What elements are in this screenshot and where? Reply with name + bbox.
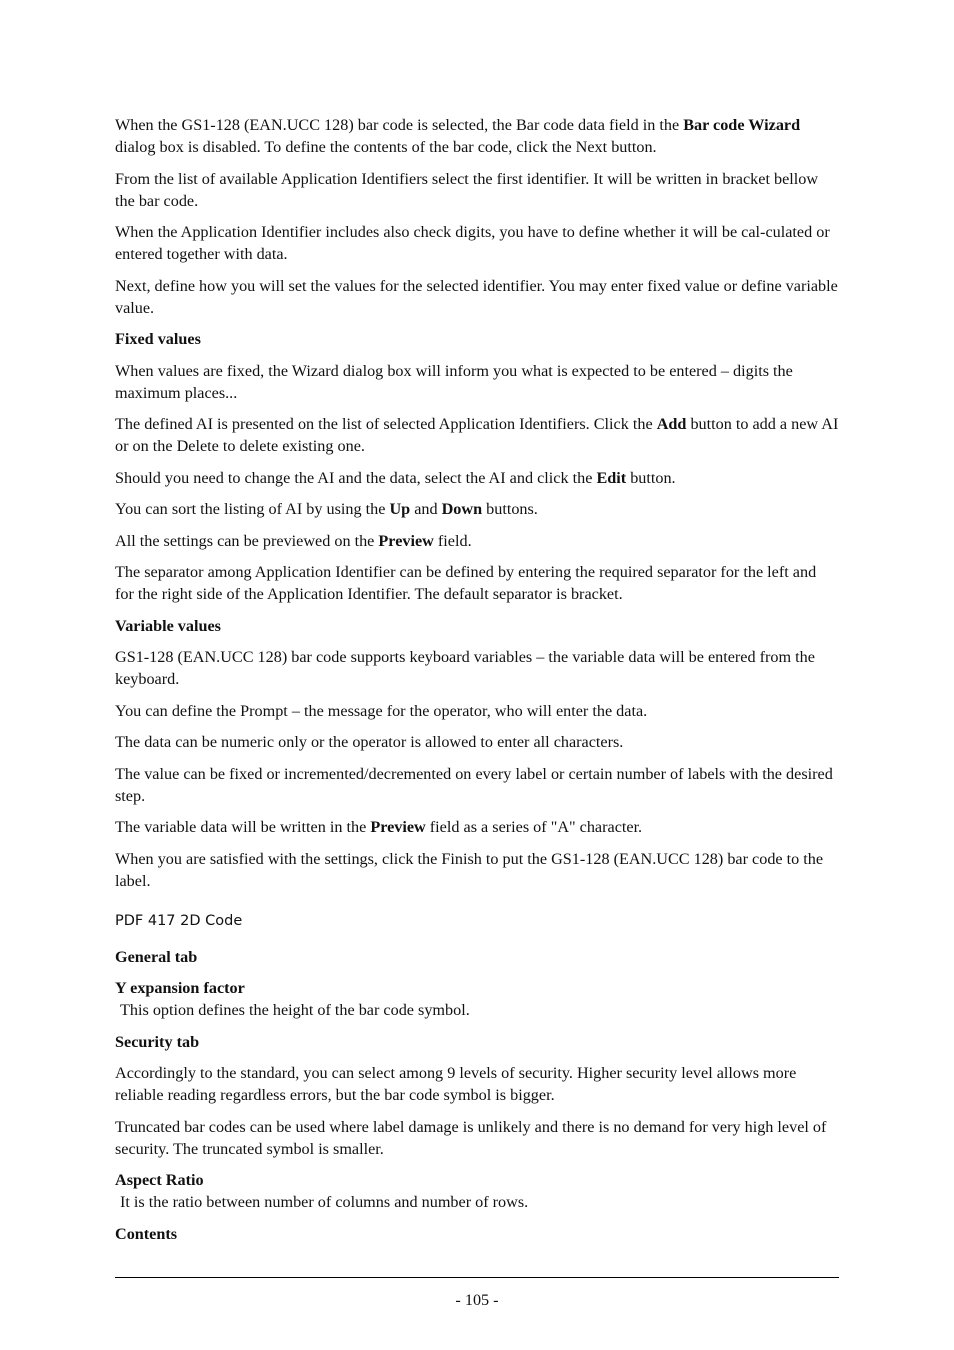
document-body	[115, 114, 839, 1254]
paragraph-separator: The separator among Application Identifier can be defined by entering the required separator for the left and for the right side of the Application Identifier. The default separator is bracket.	[115, 563, 817, 603]
paragraph-keyboard-variables: GS1-128 (EAN.UCC 128) bar code supports keyboard variables – the variable data will be entered from the keyboard.	[115, 648, 815, 688]
paragraph-fixed-values: When values are fixed, the Wizard dialog box will inform you what is expected to be entered – digits the maximum places...	[115, 361, 793, 402]
paragraph-prompt: You can define the Prompt – the message for the operator, who will enter the data.	[115, 701, 648, 720]
paragraph-define-values: Next, define how you will set the values for the selected identifier. You may enter fixed value or define variable value.	[115, 276, 838, 317]
paragraph-sort-ai: You can sort the listing of AI by using the Up and Down buttons.	[115, 500, 538, 518]
heading-y-expansion: Y expansion factor	[115, 979, 245, 997]
heading-variable-values: Variable values	[115, 616, 221, 635]
paragraph-increment: The value can be fixed or incremented/decremented on every label or certain number of labels with the desired step.	[115, 764, 833, 805]
paragraph-aspect-ratio: It is the ratio between number of columns and number of rows.	[120, 1193, 529, 1211]
paragraph-bar-code-wizard: When the GS1-128 (EAN.UCC 128) bar code is selected, the Bar code data field in the Bar code Wizard dialog box is disabled. To define the contents of the bar code, click the Next button.	[115, 116, 801, 156]
page-number: - 105 -	[455, 1291, 499, 1309]
paragraph-edit-ai: Should you need to change the AI and the data, select the AI and click the Edit button.	[115, 468, 676, 487]
heading-aspect-ratio: Aspect Ratio	[115, 1171, 204, 1189]
paragraph-add-ai: The defined AI is presented on the list of selected Application Identifiers. Click the Add button to add a new AI or on the Delete to delete existing one.	[115, 415, 839, 455]
heading-fixed-values: Fixed values	[115, 330, 201, 348]
paragraph-preview-series: The variable data will be written in the Preview field as a series of "A" character.	[115, 818, 643, 836]
paragraph-preview: All the settings can be previewed on the Preview field.	[115, 531, 472, 550]
paragraph-select-identifier: From the list of available Application Identifiers select the first identifier. It will be written in bracket bellow the bar code.	[115, 169, 819, 210]
footer-rule	[115, 1277, 839, 1278]
heading-security-tab: Security tab	[115, 1032, 200, 1051]
paragraph-numeric: The data can be numeric only or the operator is allowed to enter all characters.	[115, 733, 624, 751]
heading-contents: Contents	[115, 1224, 178, 1243]
paragraph-truncated: Truncated bar codes can be used where label damage is unlikely and there is no demand for very high level of security. The truncated symbol is smaller.	[115, 1117, 827, 1158]
paragraph-security-levels: Accordingly to the standard, you can select among 9 levels of security. Higher security level allows more reliable reading regardless errors, but the bar code symbol is bigger.	[115, 1064, 797, 1104]
paragraph-y-expansion: This option defines the height of the bar code symbol.	[120, 1001, 470, 1019]
paragraph-check-digits: When the Application Identifier includes also check digits, you have to define whether it will be cal-culated or entered together with data.	[115, 223, 830, 263]
paragraph-finish: When you are satisfied with the settings, click the Finish to put the GS1-128 (EAN.UCC 128) bar code to the label.	[115, 849, 824, 890]
heading-general-tab: General tab	[115, 947, 198, 966]
section-title-pdf417: PDF 417 2D Code	[115, 912, 243, 929]
